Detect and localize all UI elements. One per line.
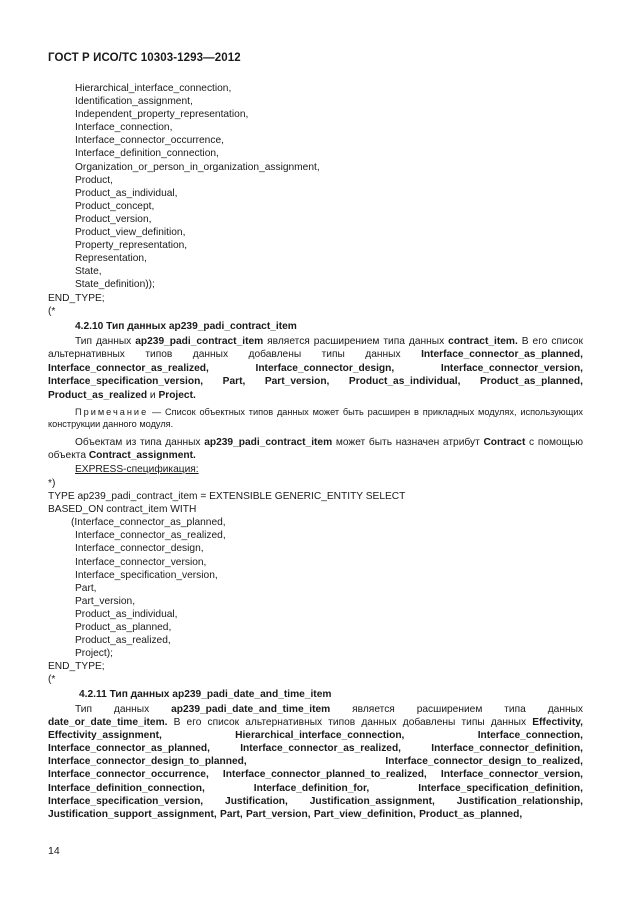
code-line: Hierarchical_interface_connection,	[75, 83, 232, 94]
paragraph	[48, 436, 583, 463]
text-run: Объектам из типа данных	[75, 437, 205, 448]
type-name: Project.	[158, 389, 196, 401]
code-line: Interface_connection,	[75, 122, 173, 134]
type-name: ap239_padi_contract_item	[204, 437, 333, 448]
code-line: Independent_property_representation,	[75, 109, 249, 121]
end-type-line: END_TYPE;	[48, 661, 105, 673]
code-line: Interface_definition_connection,	[75, 148, 219, 160]
code-line: Part_version,	[75, 595, 136, 607]
comment-open: (*	[48, 305, 56, 317]
code-line: Representation,	[75, 253, 147, 265]
comment-open: (*	[48, 674, 56, 686]
text-run: является расширением типа данных	[263, 336, 449, 347]
type-name: contract_item.	[448, 336, 518, 347]
code-line: Product_as_individual,	[75, 608, 178, 620]
code-line: State_definition));	[75, 279, 155, 291]
page-number: 14	[48, 845, 60, 857]
text-run: с помощью объекта	[48, 437, 583, 462]
code-line: Interface_connector_version,	[75, 556, 207, 568]
code-line: Property_representation,	[75, 240, 188, 252]
text-run: и	[147, 389, 159, 401]
text-run: Тип данных	[75, 336, 136, 347]
code-line: Project);	[75, 648, 113, 660]
text-run: В его список альтернативных типов данных добавлены типы данных	[48, 336, 583, 361]
paragraph	[48, 703, 583, 821]
code-line: Product_as_individual,	[75, 187, 178, 199]
code-line: Product_concept,	[75, 200, 155, 212]
entity-name: Contract_assignment.	[88, 450, 196, 462]
end-type-line: END_TYPE;	[48, 292, 105, 304]
note	[48, 406, 583, 431]
code-line: Organization_or_person_in_organization_assignment,	[75, 161, 320, 173]
based-on-line: BASED_ON contract_item WITH	[48, 504, 197, 516]
code-line: Product_view_definition,	[75, 227, 186, 239]
type-name: ap239_padi_contract_item	[135, 336, 264, 347]
section-heading: 4.2.11 Тип данных ap239_padi_date_and_time_item	[79, 689, 332, 700]
note-label: Примечание	[75, 407, 149, 417]
type-list: Interface_connector_as_planned, Interface_connector_as_realized, Interface_connector_design, Interface_connector_version, Interface_specification_version, Part, Part_version, Product_as_individual, Product_as_planned, Product_as_realized	[48, 349, 583, 401]
text-run: является расширением типа данных	[330, 704, 583, 715]
paragraph	[48, 335, 583, 402]
code-line: State,	[75, 266, 102, 278]
section-heading: 4.2.10 Тип данных ap239_padi_contract_item	[75, 321, 297, 332]
code-line: (Interface_connector_as_planned,	[71, 517, 226, 529]
code-line: Interface_specification_version,	[75, 569, 218, 581]
type-list: Effectivity, Effectivity_assignment, Hierarchical_interface_connection, Interface_connection, Interface_connector_as_planned, Interface_connector_as_realized, Interface_connector_definition, Interface_connector_design_to_planned, Interface_connector_design_to_realized, Interface_connector_occurrence, Interface_connector_planned_to_realized, Interface_connector_version, Interface_definition_connection, Interface_definition_for, Interface_specification_definition, Interface_specification_version, Justification, Justification_assignment, Justification_relationship, Justification_support_assignment, Part, Part_version, Part_view_definition, Product_as_planned,	[48, 717, 583, 820]
type-name: date_or_date_time_item.	[48, 717, 168, 729]
code-line: Interface_connector_design,	[75, 543, 204, 555]
express-code-block-2	[48, 477, 405, 687]
code-line: Part,	[75, 582, 97, 594]
text-run: В его список альтернативных типов данных добавлены типы данных	[167, 717, 533, 729]
attribute-name: Contract	[483, 437, 526, 448]
note-text: — Список объектных типов данных может быть расширен в прикладных модулях, использующих конструкции данного модуля.	[48, 407, 583, 430]
code-line: Interface_connector_occurrence,	[75, 135, 224, 147]
code-line: Product_version,	[75, 213, 152, 225]
type-name: ap239_padi_date_and_time_item	[171, 704, 331, 715]
code-line: Interface_connector_as_realized,	[75, 530, 226, 542]
comment-close: *)	[48, 478, 56, 489]
text-run: Тип данных	[75, 704, 172, 715]
express-spec-label: EXPRESS-спецификация:	[75, 464, 199, 475]
express-code-block-1	[48, 82, 320, 318]
type-declaration: TYPE ap239_padi_contract_item = EXTENSIBLE GENERIC_ENTITY SELECT	[48, 491, 406, 503]
code-line: Product_as_realized,	[75, 635, 171, 647]
text-run: может быть назначен атрибут	[332, 437, 484, 448]
running-header: ГОСТ Р ИСО/ТС 10303-1293—2012	[48, 52, 241, 64]
code-line: Product,	[75, 174, 113, 186]
code-line: Product_as_planned,	[75, 622, 172, 634]
code-line: Identification_assignment,	[75, 96, 193, 108]
